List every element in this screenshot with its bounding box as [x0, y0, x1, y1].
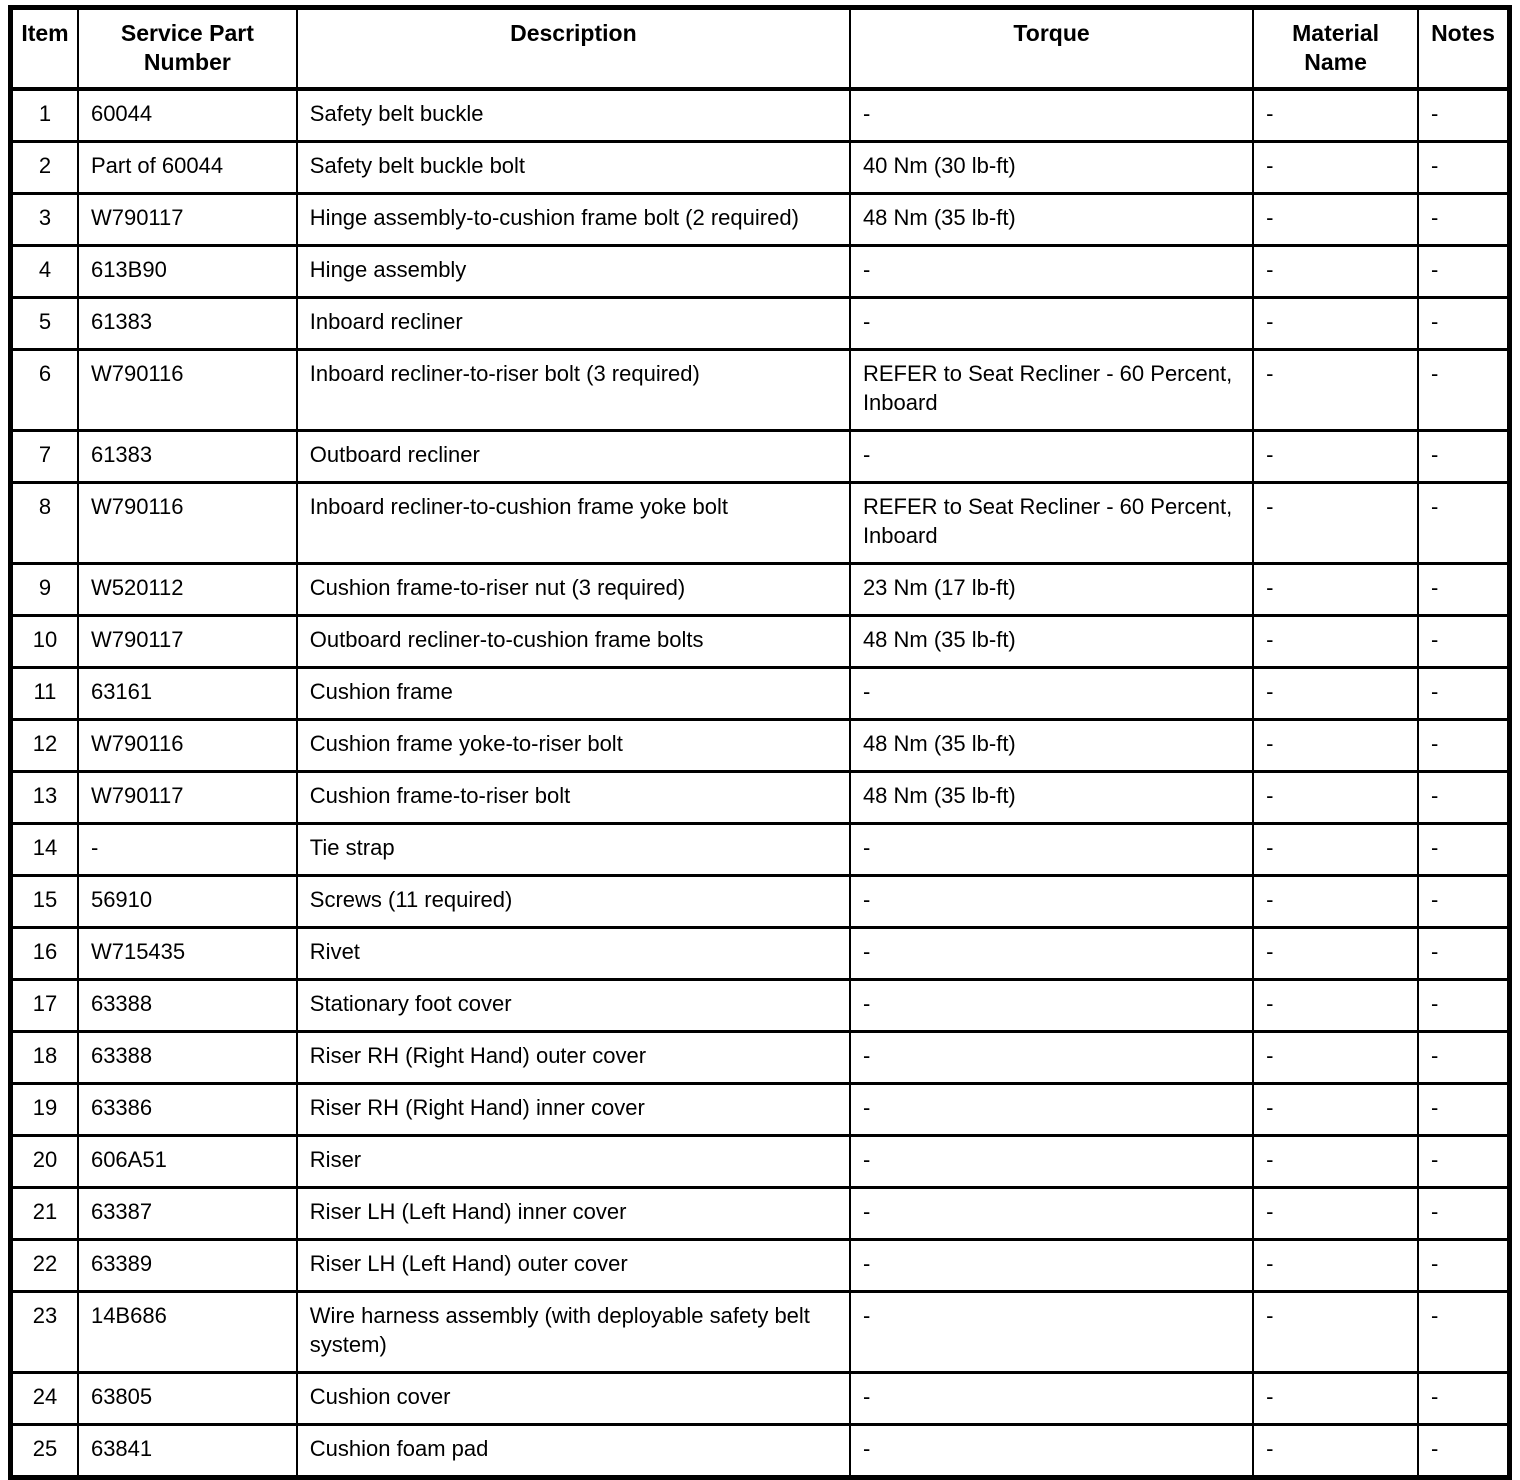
- cell-torque: -: [850, 1425, 1253, 1478]
- cell-item: 15: [11, 876, 78, 928]
- cell-part_number: 63161: [78, 668, 297, 720]
- cell-item: 1: [11, 89, 78, 142]
- cell-item: 19: [11, 1084, 78, 1136]
- table-row: [11, 298, 1510, 350]
- table-row: [11, 1240, 1510, 1292]
- cell-description: Stationary foot cover: [297, 980, 850, 1032]
- cell-notes: -: [1418, 350, 1509, 431]
- cell-description: Cushion cover: [297, 1373, 850, 1425]
- cell-description: Riser: [297, 1136, 850, 1188]
- cell-description: Riser LH (Left Hand) inner cover: [297, 1188, 850, 1240]
- service-parts-table: [8, 5, 1512, 1480]
- table-row: [11, 1373, 1510, 1425]
- cell-item: 6: [11, 350, 78, 431]
- cell-item: 23: [11, 1292, 78, 1373]
- cell-part_number: 63389: [78, 1240, 297, 1292]
- cell-material: -: [1253, 483, 1418, 564]
- table-row: [11, 824, 1510, 876]
- header-row: [11, 8, 1510, 90]
- cell-torque: REFER to Seat Recliner - 60 Percent, Inboard: [850, 483, 1253, 564]
- cell-notes: -: [1418, 1240, 1509, 1292]
- cell-torque: -: [850, 1373, 1253, 1425]
- cell-material: -: [1253, 564, 1418, 616]
- cell-item: 11: [11, 668, 78, 720]
- cell-part_number: 56910: [78, 876, 297, 928]
- cell-material: -: [1253, 1136, 1418, 1188]
- column-header-item: Item: [11, 8, 78, 90]
- cell-material: -: [1253, 1373, 1418, 1425]
- cell-material: -: [1253, 350, 1418, 431]
- cell-notes: -: [1418, 1084, 1509, 1136]
- table-row: [11, 89, 1510, 142]
- cell-torque: -: [850, 1240, 1253, 1292]
- table-header: [11, 8, 1510, 90]
- cell-notes: -: [1418, 928, 1509, 980]
- cell-item: 25: [11, 1425, 78, 1478]
- cell-torque: -: [850, 928, 1253, 980]
- table-row: [11, 928, 1510, 980]
- cell-part_number: W715435: [78, 928, 297, 980]
- cell-material: -: [1253, 142, 1418, 194]
- cell-material: -: [1253, 298, 1418, 350]
- table-row: [11, 194, 1510, 246]
- cell-torque: -: [850, 1032, 1253, 1084]
- column-header-material-name: Material Name: [1253, 8, 1418, 90]
- cell-description: Riser RH (Right Hand) inner cover: [297, 1084, 850, 1136]
- table-row: [11, 720, 1510, 772]
- cell-description: Inboard recliner-to-riser bolt (3 required): [297, 350, 850, 431]
- table-row: [11, 980, 1510, 1032]
- table-row: [11, 1032, 1510, 1084]
- column-header-torque: Torque: [850, 8, 1253, 90]
- cell-notes: -: [1418, 876, 1509, 928]
- cell-torque: -: [850, 1188, 1253, 1240]
- cell-torque: -: [850, 876, 1253, 928]
- cell-torque: -: [850, 1136, 1253, 1188]
- table-row: [11, 1425, 1510, 1478]
- cell-item: 12: [11, 720, 78, 772]
- cell-item: 16: [11, 928, 78, 980]
- cell-description: Hinge assembly-to-cushion frame bolt (2 required): [297, 194, 850, 246]
- cell-notes: -: [1418, 668, 1509, 720]
- parts-table-body: [11, 89, 1510, 1478]
- cell-item: 21: [11, 1188, 78, 1240]
- cell-material: -: [1253, 876, 1418, 928]
- cell-notes: -: [1418, 246, 1509, 298]
- cell-material: -: [1253, 928, 1418, 980]
- cell-item: 17: [11, 980, 78, 1032]
- cell-material: -: [1253, 772, 1418, 824]
- cell-torque: 23 Nm (17 lb-ft): [850, 564, 1253, 616]
- table-row: [11, 876, 1510, 928]
- cell-torque: -: [850, 668, 1253, 720]
- cell-material: -: [1253, 616, 1418, 668]
- cell-description: Cushion frame-to-riser bolt: [297, 772, 850, 824]
- cell-description: Wire harness assembly (with deployable safety belt system): [297, 1292, 850, 1373]
- cell-part_number: 63841: [78, 1425, 297, 1478]
- cell-item: 20: [11, 1136, 78, 1188]
- cell-torque: -: [850, 980, 1253, 1032]
- cell-description: Hinge assembly: [297, 246, 850, 298]
- cell-item: 4: [11, 246, 78, 298]
- table-row: [11, 431, 1510, 483]
- table-row: [11, 1084, 1510, 1136]
- cell-torque: 48 Nm (35 lb-ft): [850, 772, 1253, 824]
- cell-part_number: W790116: [78, 720, 297, 772]
- cell-part_number: Part of 60044: [78, 142, 297, 194]
- cell-material: -: [1253, 194, 1418, 246]
- cell-notes: -: [1418, 564, 1509, 616]
- cell-part_number: W790117: [78, 616, 297, 668]
- cell-material: -: [1253, 668, 1418, 720]
- cell-item: 2: [11, 142, 78, 194]
- cell-description: Outboard recliner: [297, 431, 850, 483]
- cell-torque: -: [850, 246, 1253, 298]
- cell-notes: -: [1418, 1136, 1509, 1188]
- cell-item: 18: [11, 1032, 78, 1084]
- cell-description: Inboard recliner: [297, 298, 850, 350]
- cell-part_number: 61383: [78, 431, 297, 483]
- cell-material: -: [1253, 980, 1418, 1032]
- cell-torque: 48 Nm (35 lb-ft): [850, 194, 1253, 246]
- table-row: [11, 246, 1510, 298]
- table-row: [11, 142, 1510, 194]
- cell-notes: -: [1418, 194, 1509, 246]
- cell-part_number: 63386: [78, 1084, 297, 1136]
- column-header-notes: Notes: [1418, 8, 1509, 90]
- cell-part_number: 63805: [78, 1373, 297, 1425]
- cell-part_number: 613B90: [78, 246, 297, 298]
- cell-torque: 48 Nm (35 lb-ft): [850, 616, 1253, 668]
- cell-item: 10: [11, 616, 78, 668]
- cell-material: -: [1253, 1188, 1418, 1240]
- cell-torque: 48 Nm (35 lb-ft): [850, 720, 1253, 772]
- cell-item: 14: [11, 824, 78, 876]
- cell-item: 13: [11, 772, 78, 824]
- cell-description: Screws (11 required): [297, 876, 850, 928]
- cell-notes: -: [1418, 1032, 1509, 1084]
- cell-torque: REFER to Seat Recliner - 60 Percent, Inboard: [850, 350, 1253, 431]
- cell-notes: -: [1418, 142, 1509, 194]
- table-row: [11, 616, 1510, 668]
- cell-material: -: [1253, 1032, 1418, 1084]
- cell-part_number: 63388: [78, 1032, 297, 1084]
- cell-part_number: 60044: [78, 89, 297, 142]
- table-row: [11, 668, 1510, 720]
- cell-notes: -: [1418, 616, 1509, 668]
- cell-part_number: W790117: [78, 772, 297, 824]
- cell-torque: -: [850, 824, 1253, 876]
- cell-part_number: 61383: [78, 298, 297, 350]
- cell-material: -: [1253, 89, 1418, 142]
- cell-notes: -: [1418, 1292, 1509, 1373]
- cell-notes: -: [1418, 1425, 1509, 1478]
- cell-description: Safety belt buckle: [297, 89, 850, 142]
- cell-torque: -: [850, 1084, 1253, 1136]
- cell-item: 3: [11, 194, 78, 246]
- cell-notes: -: [1418, 772, 1509, 824]
- table-row: [11, 350, 1510, 431]
- cell-notes: -: [1418, 720, 1509, 772]
- table-row: [11, 772, 1510, 824]
- cell-description: Rivet: [297, 928, 850, 980]
- cell-item: 8: [11, 483, 78, 564]
- cell-description: Cushion frame: [297, 668, 850, 720]
- cell-item: 9: [11, 564, 78, 616]
- cell-part_number: W790116: [78, 483, 297, 564]
- cell-part_number: 63388: [78, 980, 297, 1032]
- cell-material: -: [1253, 246, 1418, 298]
- cell-description: Cushion frame yoke-to-riser bolt: [297, 720, 850, 772]
- cell-item: 24: [11, 1373, 78, 1425]
- cell-torque: -: [850, 89, 1253, 142]
- cell-part_number: 14B686: [78, 1292, 297, 1373]
- cell-description: Inboard recliner-to-cushion frame yoke bolt: [297, 483, 850, 564]
- cell-notes: -: [1418, 89, 1509, 142]
- cell-material: -: [1253, 1240, 1418, 1292]
- cell-material: -: [1253, 720, 1418, 772]
- cell-description: Tie strap: [297, 824, 850, 876]
- column-header-service-part-number: Service Part Number: [78, 8, 297, 90]
- cell-torque: -: [850, 431, 1253, 483]
- cell-notes: -: [1418, 483, 1509, 564]
- cell-notes: -: [1418, 824, 1509, 876]
- column-header-description: Description: [297, 8, 850, 90]
- cell-notes: -: [1418, 980, 1509, 1032]
- cell-material: -: [1253, 1084, 1418, 1136]
- cell-description: Riser RH (Right Hand) outer cover: [297, 1032, 850, 1084]
- table-row: [11, 564, 1510, 616]
- cell-part_number: W790116: [78, 350, 297, 431]
- cell-part_number: W790117: [78, 194, 297, 246]
- cell-item: 5: [11, 298, 78, 350]
- cell-torque: -: [850, 1292, 1253, 1373]
- table-row: [11, 1188, 1510, 1240]
- cell-item: 7: [11, 431, 78, 483]
- cell-description: Cushion frame-to-riser nut (3 required): [297, 564, 850, 616]
- cell-torque: -: [850, 298, 1253, 350]
- cell-material: -: [1253, 824, 1418, 876]
- cell-description: Cushion foam pad: [297, 1425, 850, 1478]
- cell-part_number: 606A51: [78, 1136, 297, 1188]
- cell-item: 22: [11, 1240, 78, 1292]
- cell-notes: -: [1418, 298, 1509, 350]
- cell-part_number: 63387: [78, 1188, 297, 1240]
- cell-torque: 40 Nm (30 lb-ft): [850, 142, 1253, 194]
- cell-notes: -: [1418, 1373, 1509, 1425]
- cell-material: -: [1253, 1425, 1418, 1478]
- cell-description: Outboard recliner-to-cushion frame bolts: [297, 616, 850, 668]
- cell-notes: -: [1418, 431, 1509, 483]
- cell-part_number: W520112: [78, 564, 297, 616]
- cell-material: -: [1253, 431, 1418, 483]
- table-row: [11, 1292, 1510, 1373]
- cell-part_number: -: [78, 824, 297, 876]
- cell-description: Riser LH (Left Hand) outer cover: [297, 1240, 850, 1292]
- table-row: [11, 1136, 1510, 1188]
- cell-notes: -: [1418, 1188, 1509, 1240]
- table-row: [11, 483, 1510, 564]
- cell-description: Safety belt buckle bolt: [297, 142, 850, 194]
- cell-material: -: [1253, 1292, 1418, 1373]
